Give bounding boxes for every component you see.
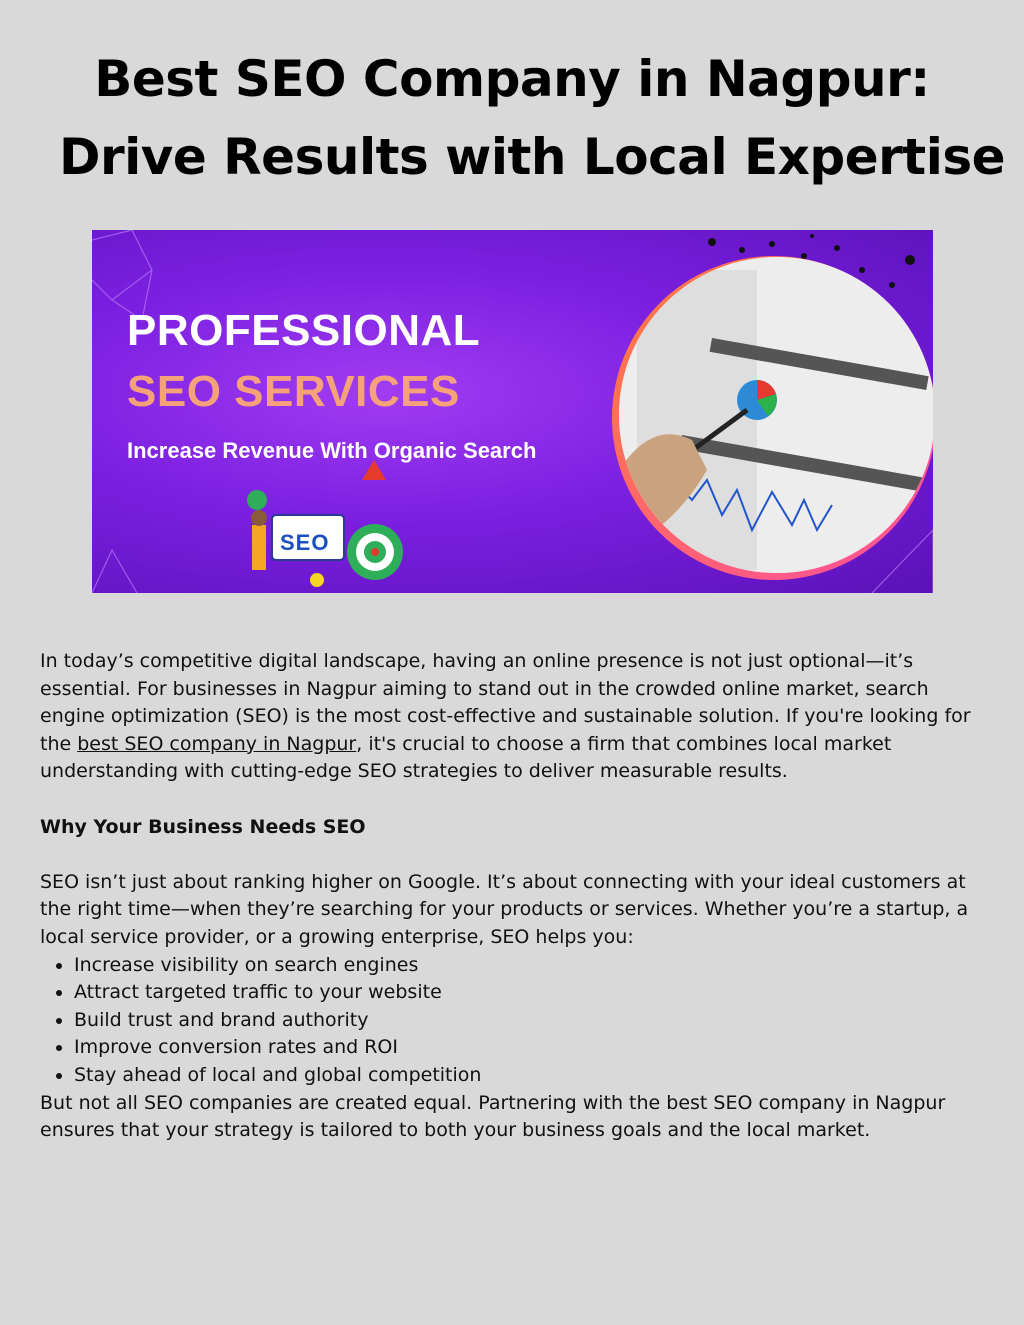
- list-item: • Stay ahead of local and global competition: [74, 1062, 990, 1090]
- title-line-2: Drive Results with Local Expertise: [58, 128, 1006, 186]
- closing-paragraph: But not all SEO companies are created equal. Partnering with the best SEO company in Nagpur ensures that your strategy is tailored to both your business goals and the local market.: [40, 1091, 946, 1142]
- title-line-1: Best SEO Company in Nagpur:: [94, 50, 930, 108]
- hero-banner-image: [92, 230, 933, 593]
- list-item: • Attract targeted traffic to your website: [74, 979, 990, 1007]
- seo-badge: SEO: [280, 530, 330, 555]
- article-body: [40, 648, 990, 1145]
- section-paragraph: SEO isn’t just about ranking higher on Google. It’s about connecting with your ideal customers at the right time—when they’re searching for your products or services. Whether you’re a startup, a local service provider, or a growing enterprise, SEO helps you:: [40, 870, 969, 948]
- list-item: • Improve conversion rates and ROI: [74, 1034, 990, 1062]
- list-item: • Increase visibility on search engines: [74, 952, 990, 980]
- intro-paragraph: [40, 648, 990, 786]
- banner-headline-2: SEO SERVICES: [127, 367, 460, 416]
- intro-text-2: , it's crucial to choose a firm that combines local market understanding with cutting-edge SEO strategies to deliver measurable results.: [40, 732, 892, 783]
- benefits-list: [40, 952, 990, 1090]
- section-heading: Why Your Business Needs SEO: [40, 815, 366, 838]
- list-item: • Build trust and brand authority: [74, 1007, 990, 1035]
- best-seo-company-link[interactable]: best SEO company in Nagpur: [77, 732, 357, 755]
- banner-headline-1: PROFESSIONAL: [127, 306, 481, 355]
- intro-text-1: In today’s competitive digital landscape, having an online presence is not just optional—it’s essential. For businesses in Nagpur aiming to stand out in the crowded online market, search engine optimization (SEO) is the most cost-effective and sustainable solution. If you're looking for the: [40, 650, 971, 755]
- seo-illustration: [247, 460, 403, 587]
- banner-subtitle: Increase Revenue With Organic Search: [127, 438, 537, 463]
- page-title: [0, 40, 1024, 196]
